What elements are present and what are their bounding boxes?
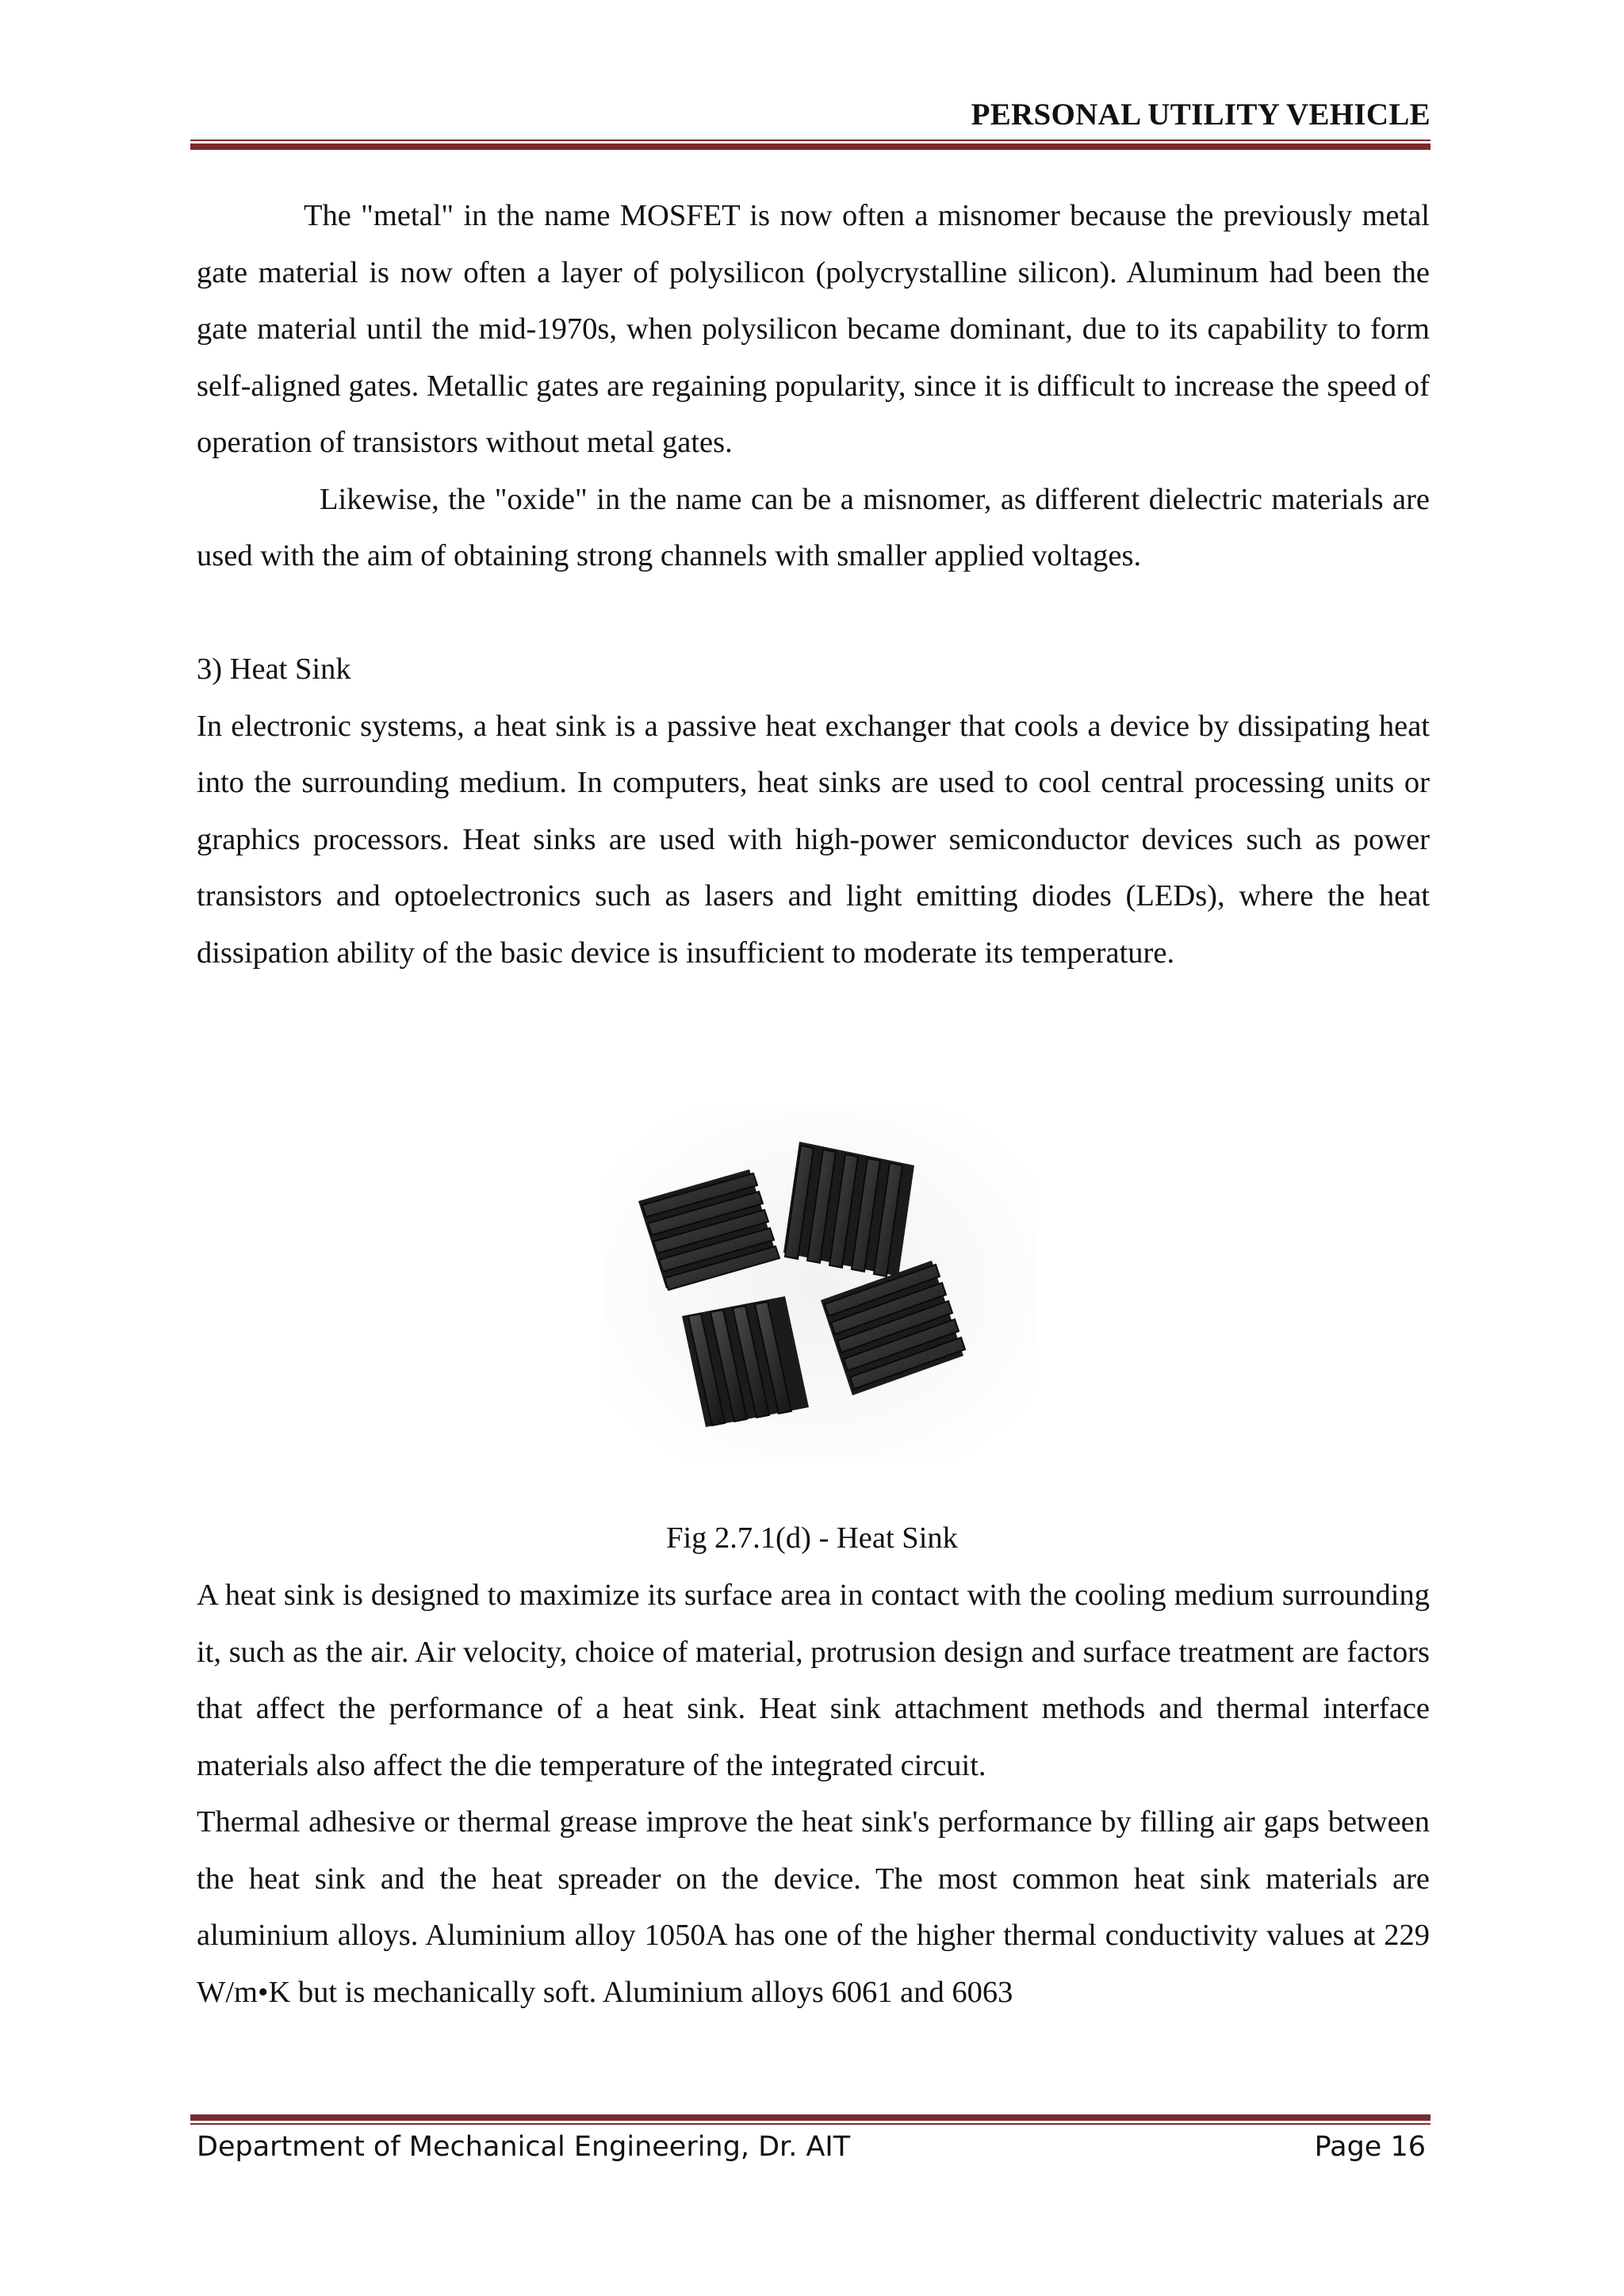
footer-page-number: Page 16 — [1314, 2131, 1426, 2163]
figure-caption: Fig 2.7.1(d) - Heat Sink — [666, 1521, 958, 1555]
section-heading-heat-sink: 3) Heat Sink — [197, 652, 351, 686]
footer-department: Department of Mechanical Engineering, Dr. AIT — [197, 2131, 851, 2163]
heat-sink-figure — [603, 1110, 1035, 1463]
heat-sink-illustration — [603, 1110, 1035, 1463]
paragraph-mosfet-oxide: Likewise, the "oxide" in the name can be a misnomer, as different dielectric materials are used with the aim of obtaining strong channels with smaller applied voltages. — [197, 482, 1430, 572]
heatsink-top-right — [783, 1142, 914, 1276]
paragraph-heat-sink-intro: In electronic systems, a heat sink is a passive heat exchanger that cools a device by dissipating heat into the surrounding medium. In computers, heat sinks are used to cool central processing units or graphics processors. Heat sinks are used with high-power semiconductor devices such as power transistors and optoelectronics such as lasers and light emitting diodes (LEDs), where the heat dissipation ability of the basic device is insufficient to moderate its temperature. — [197, 709, 1430, 970]
running-header: PERSONAL UTILITY VEHICLE — [971, 98, 1431, 132]
paragraph-heat-sink-materials: Thermal adhesive or thermal grease improve the heat sink's performance by filling air gaps between the heat sink and the heat spreader on the device. The most common heat sink materials are aluminium alloys. Aluminium alloy 1050A has one of the higher thermal conductivity values at 229 W/m•K but is mechanically soft. Aluminium alloys 6061 and 6063 — [197, 1805, 1430, 2009]
paragraph-mosfet-metal: The "metal" in the name MOSFET is now often a misnomer because the previously metal gate material is now often a layer of polysilicon (polycrystalline silicon). Aluminum had been the gate material until the mid-1970s, when polysilicon became dominant, due to its capability to form self-aligned gates. Metallic gates are regaining popularity, since it is difficult to increase the speed of operation of transistors without metal gates. — [197, 199, 1430, 459]
body-text-top — [197, 188, 1430, 982]
header-rule — [190, 140, 1431, 151]
footer-rule — [190, 2114, 1431, 2126]
page-footer — [197, 2131, 1426, 2163]
body-text-bottom — [197, 1567, 1430, 2021]
paragraph-heat-sink-design: A heat sink is designed to maximize its surface area in contact with the cooling medium surrounding it, such as the air. Air velocity, choice of material, protrusion design and surface treatment are factors that affect the performance of a heat sink. Heat sink attachment methods and thermal interface materials also affect the die temperature of the integrated circuit. — [197, 1578, 1430, 1782]
